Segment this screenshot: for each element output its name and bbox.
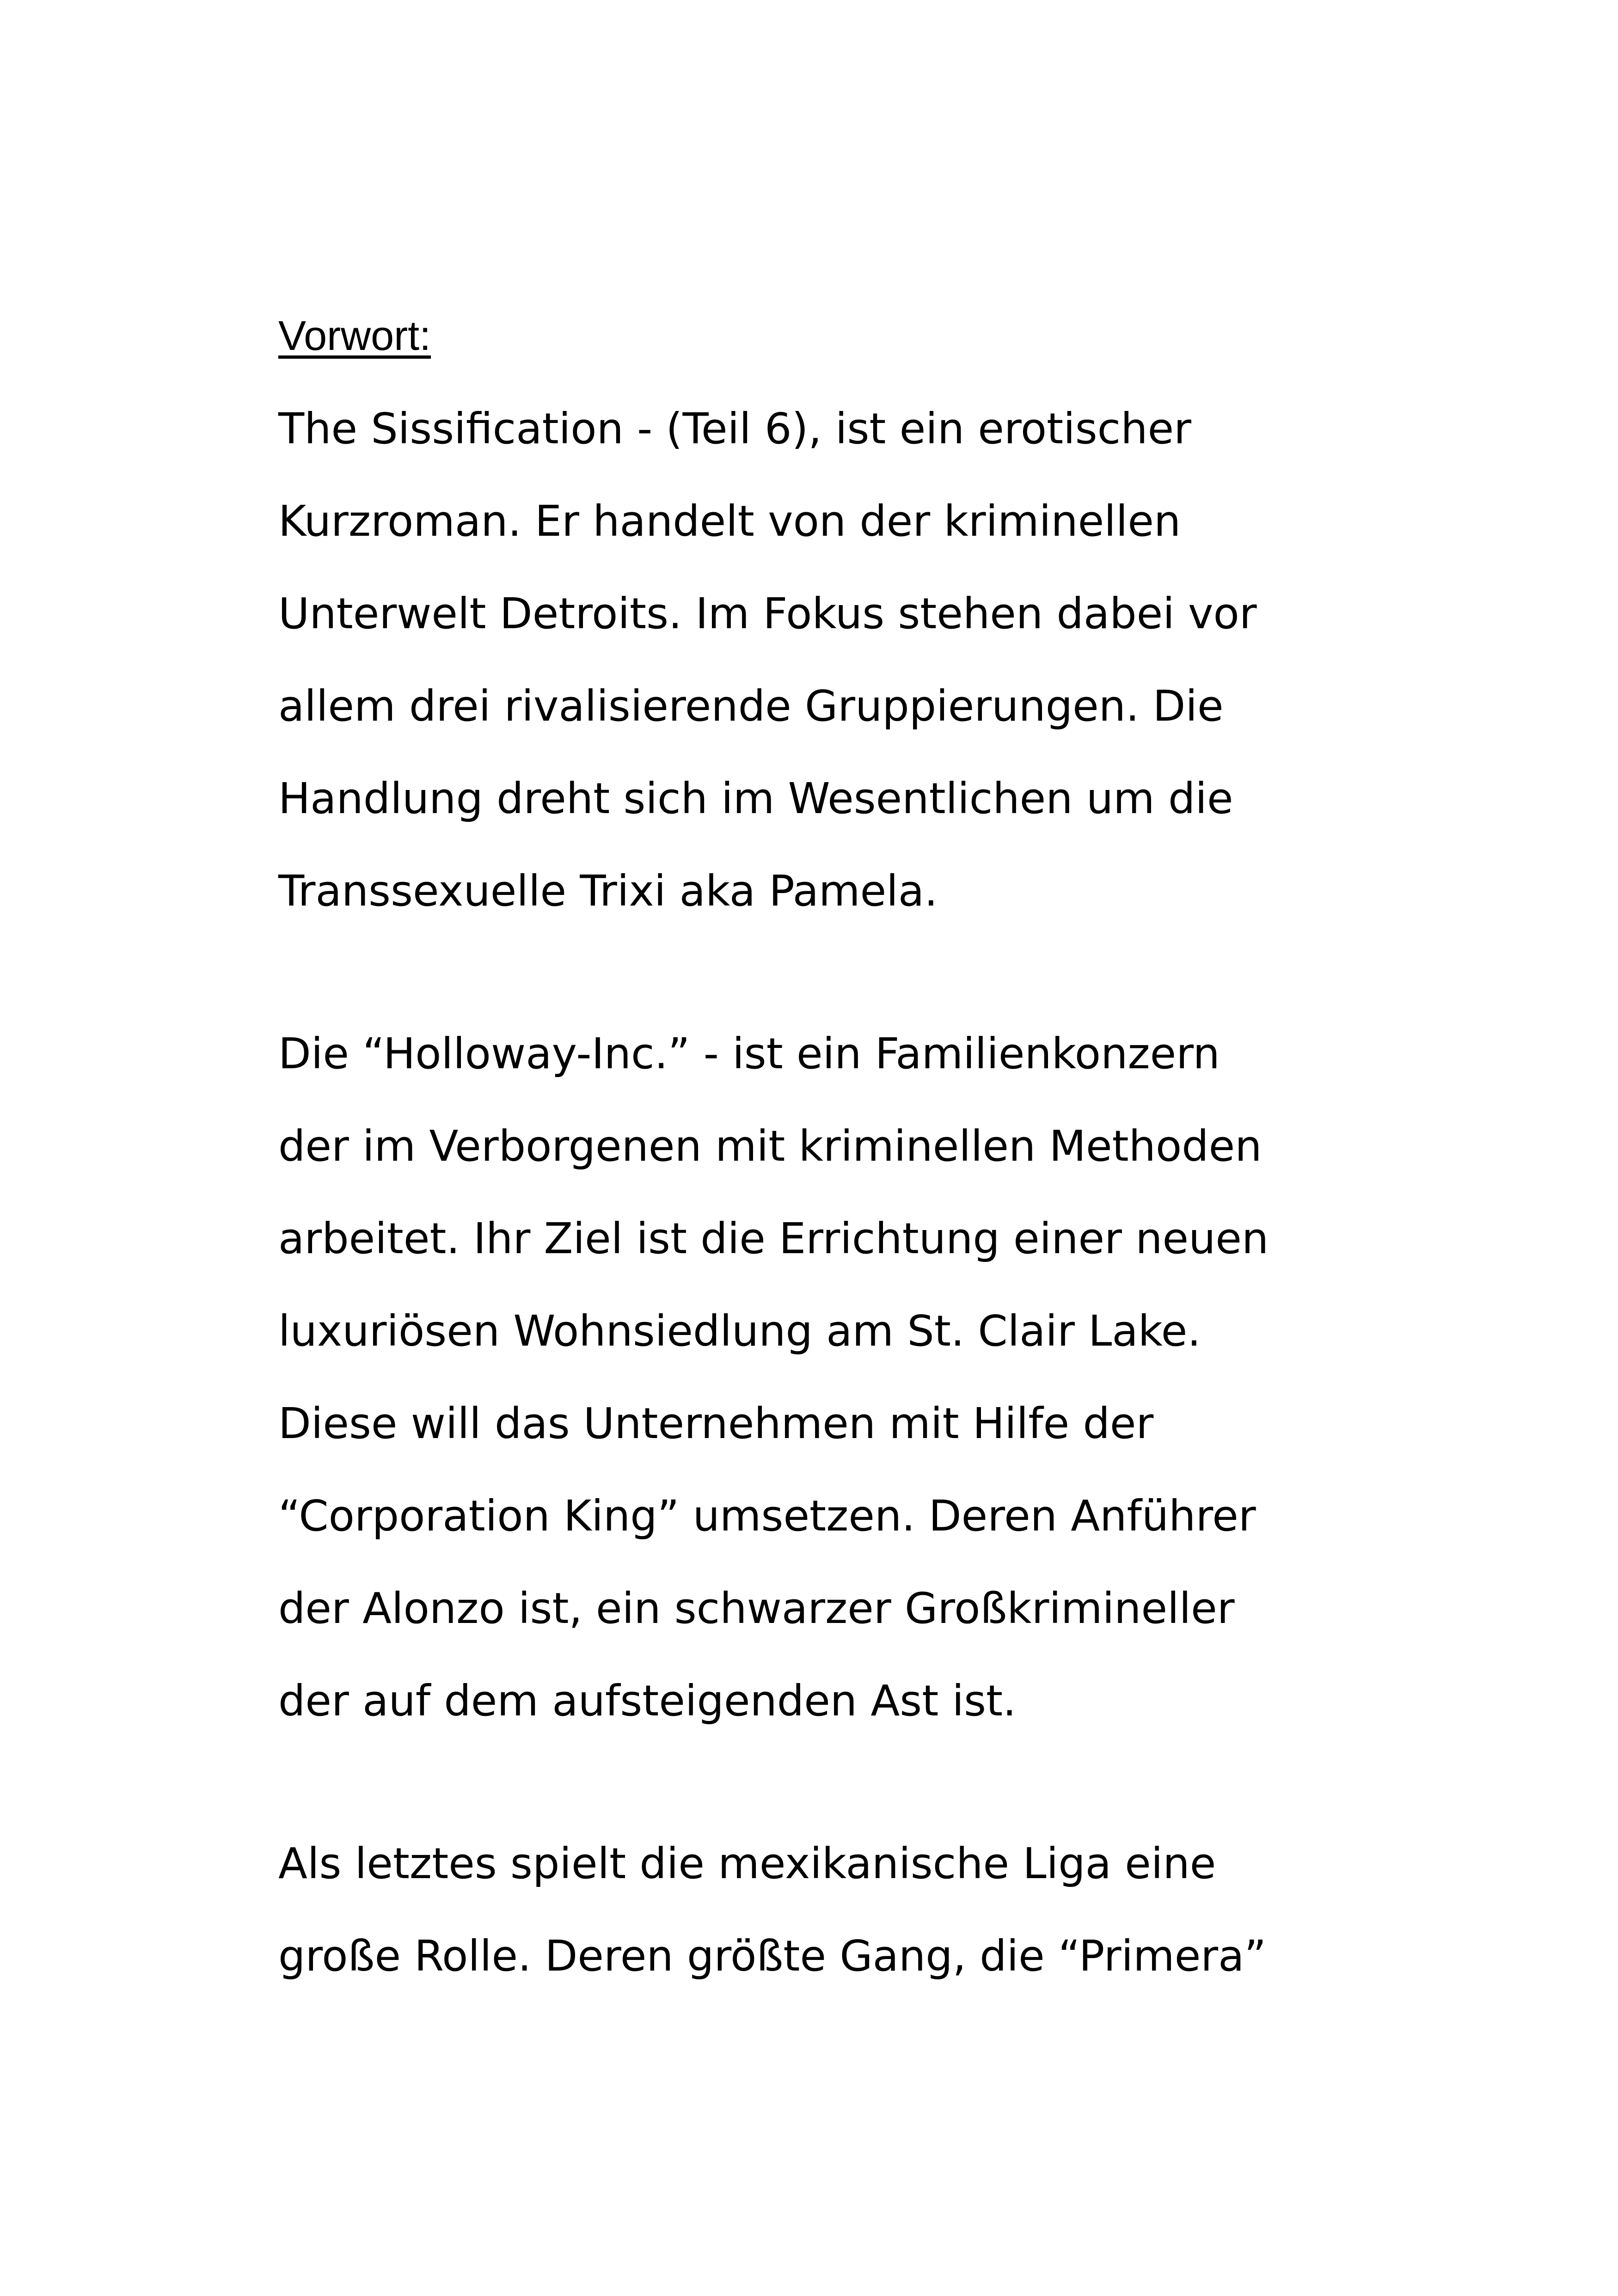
text-line: allem drei rivalisierende Gruppierungen. Die [278,681,1224,731]
text-line: Diese will das Unternehmen mit Hilfe der [278,1399,1154,1448]
text-line: luxuriösen Wohnsiedlung am St. Clair Lake. [278,1306,1201,1356]
text-line: arbeitet. Ihr Ziel ist die Errichtung einer neuen [278,1214,1269,1263]
text-line: Handlung dreht sich im Wesentlichen um die [278,774,1233,823]
text-line: große Rolle. Deren größte Gang, die “Primera” [278,1931,1267,1981]
text-line: der Alonzo ist, ein schwarzer Großkrimineller [278,1584,1235,1633]
text-line: Als letztes spielt die mexikanische Liga eine [278,1839,1216,1888]
text-line: der auf dem aufsteigenden Ast ist. [278,1676,1017,1726]
text-line: Kurzroman. Er handelt von der kriminellen [278,496,1181,546]
text-line: “Corporation King” umsetzen. Deren Anführer [278,1491,1256,1541]
section-heading: Vorwort: [278,313,431,359]
text-line: Unterwelt Detroits. Im Fokus stehen dabei vor [278,589,1257,638]
text-line: The Sissification - (Teil 6), ist ein erotischer [278,404,1191,453]
text-line: der im Verborgenen mit kriminellen Methoden [278,1121,1262,1171]
text-line: Transsexuelle Trixi aka Pamela. [278,866,938,916]
text-line: Die “Holloway-Inc.” - ist ein Familienkonzern [278,1029,1220,1078]
